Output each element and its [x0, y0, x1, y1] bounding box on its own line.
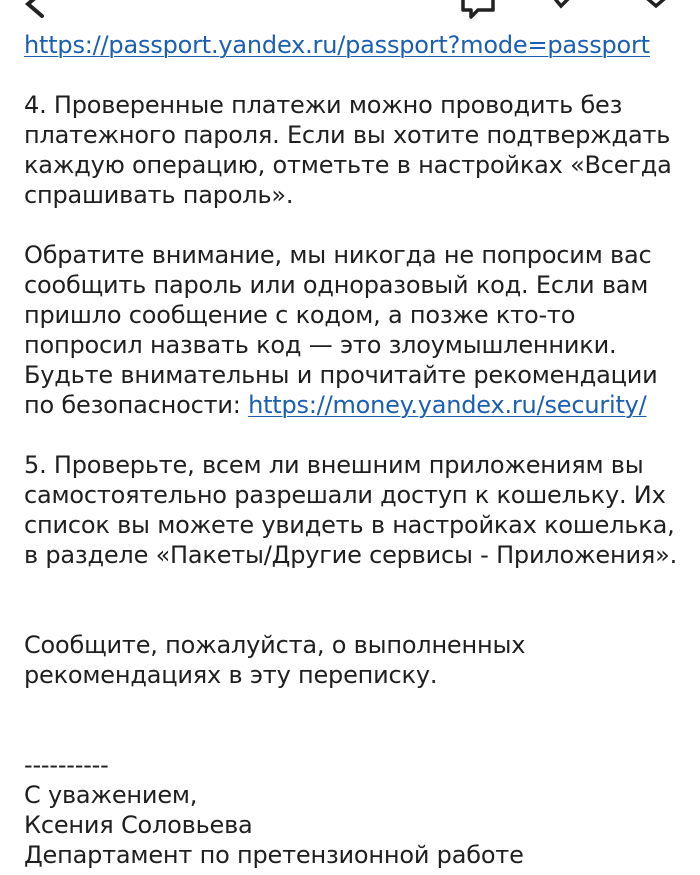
back-arrow-icon[interactable] [22, 0, 52, 20]
email-body [24, 30, 694, 870]
recommendation-5: 5. Проверьте, всем ли внешним приложениям вы самостоятельно разрешали доступ к кошельку. Их список вы можете увидеть в настройках кошелька, в разделе «Пакеты/Другие сервисы - Приложения». [24, 451, 678, 569]
passport-link-line [24, 30, 694, 60]
signature-separator: ---------- [24, 751, 109, 779]
recommendation-4: 4. Проверенные платежи можно проводить без платежного пароля. Если вы хотите подтверждать каждую операцию, отметьте в настройках «Всегда спрашивать пароль». [24, 91, 672, 209]
top-app-bar [0, 0, 700, 20]
closing-line: С уважением, [24, 781, 198, 809]
check-icon[interactable] [545, 0, 581, 20]
signature-department: Департамент по претензионной работе [24, 841, 524, 869]
report-request: Сообщите, пожалуйста, о выполненных рекомендациях в эту переписку. [24, 631, 526, 689]
passport-link[interactable]: https://passport.yandex.ru/passport?mode=passport [24, 31, 650, 59]
comment-icon[interactable] [458, 0, 498, 20]
security-notice-text: Обратите внимание, мы никогда не попросим вас сообщить пароль или одноразовый код. Если вам пришло сообщение с кодом, а позже кто-то попросил назвать код — это злоумышленники. Будьте внимательны и прочитайте рекомендации по безопасности: [24, 241, 658, 419]
security-notice [24, 240, 694, 420]
signature-name: Ксения Соловьева [24, 811, 253, 839]
security-link[interactable]: https://money.yandex.ru/security/ [248, 391, 647, 419]
chevron-icon[interactable] [636, 0, 676, 20]
